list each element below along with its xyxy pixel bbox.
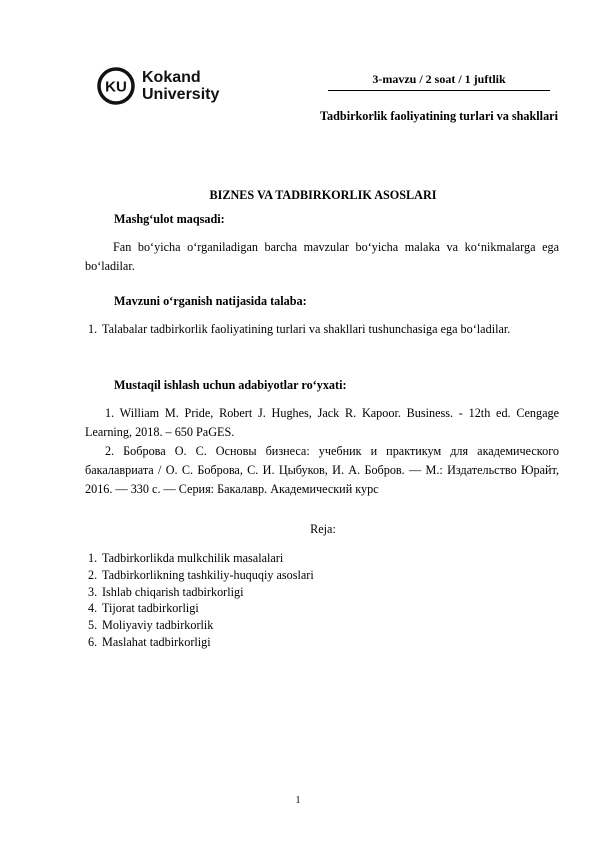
plan-number: 3. <box>88 584 98 599</box>
literature-item-1: 1. William M. Pride, Robert J. Hughes, Jack R. Kapoor. Business. - 12th ed. Cengage Learning, 2018. – 650 PaGES. <box>85 406 559 439</box>
plan-item <box>88 600 488 617</box>
plan-text: Moliyaviy tadbirkorlik <box>102 618 214 633</box>
plan-text: Ishlab chiqarish tadbirkorligi <box>102 584 244 599</box>
goal-text: Fan bo‘yicha o‘rganiladigan barcha mavzular bo‘yicha malaka va ko‘nikmalarga ega bo‘ladilar. <box>85 240 559 273</box>
plan-title: Reja: <box>310 522 336 536</box>
plan-item <box>88 617 488 634</box>
plan-text: Tadbirkorlikda mulkchilik masalalari <box>102 551 284 565</box>
plan-item <box>88 634 488 651</box>
plan-number: 4. <box>88 601 98 616</box>
lesson-info: 3-mavzu / 2 soat / 1 juftlik <box>372 72 506 86</box>
page-number: 1 <box>295 795 301 806</box>
logo-mark-text: KU <box>105 78 127 96</box>
outcome-text: Talabalar tadbirkorlik faoliyatining turlari va shakllari tushunchasiga ega bo‘ladilar. <box>102 322 511 336</box>
outcomes-heading: Mavzuni o‘rganish natijasida talaba: <box>114 294 307 308</box>
plan-number: 2. <box>88 567 98 582</box>
header-divider <box>328 90 550 91</box>
plan-text: Maslahat tadbirkorligi <box>102 634 211 649</box>
logo-line-1: Kokand <box>142 69 201 86</box>
logo-wordmark <box>142 69 219 103</box>
subject-title: BIZNES VA TADBIRKORLIK ASOSLARI <box>209 188 437 202</box>
plan-item <box>88 584 488 601</box>
plan-text: Tijorat tadbirkorligi <box>102 601 199 616</box>
plan-number: 1. <box>88 551 98 565</box>
lesson-title: Tadbirkorlik faoliyatining turlari va shakllari <box>320 109 558 123</box>
ku-logo-icon <box>96 66 136 106</box>
plan-item <box>88 567 488 584</box>
literature-item-2: 2. Боброва О. С. Основы бизнеса: учебник и практикум для академического бакалавриата / О. С. Боброва, С. И. Цыбуков, И. А. Бобров. — М.: Издательство Юрайт, 2016. — 330 с. — Серия: Бакалавр. Академический курс <box>85 444 559 496</box>
logo-line-2: University <box>142 86 220 103</box>
plan-item <box>88 550 488 567</box>
plan-list <box>88 550 488 651</box>
plan-number: 5. <box>88 618 98 633</box>
plan-number: 6. <box>88 634 98 649</box>
outcome-number: 1. <box>88 322 98 336</box>
plan-text: Tadbirkorlikning tashkiliy-huquqiy asoslari <box>102 567 314 582</box>
university-logo <box>96 64 236 108</box>
outcome-item <box>88 320 558 339</box>
literature-heading: Mustaqil ishlash uchun adabiyotlar ro‘yxati: <box>114 378 347 392</box>
goal-heading: Mashg‘ulot maqsadi: <box>114 212 225 226</box>
